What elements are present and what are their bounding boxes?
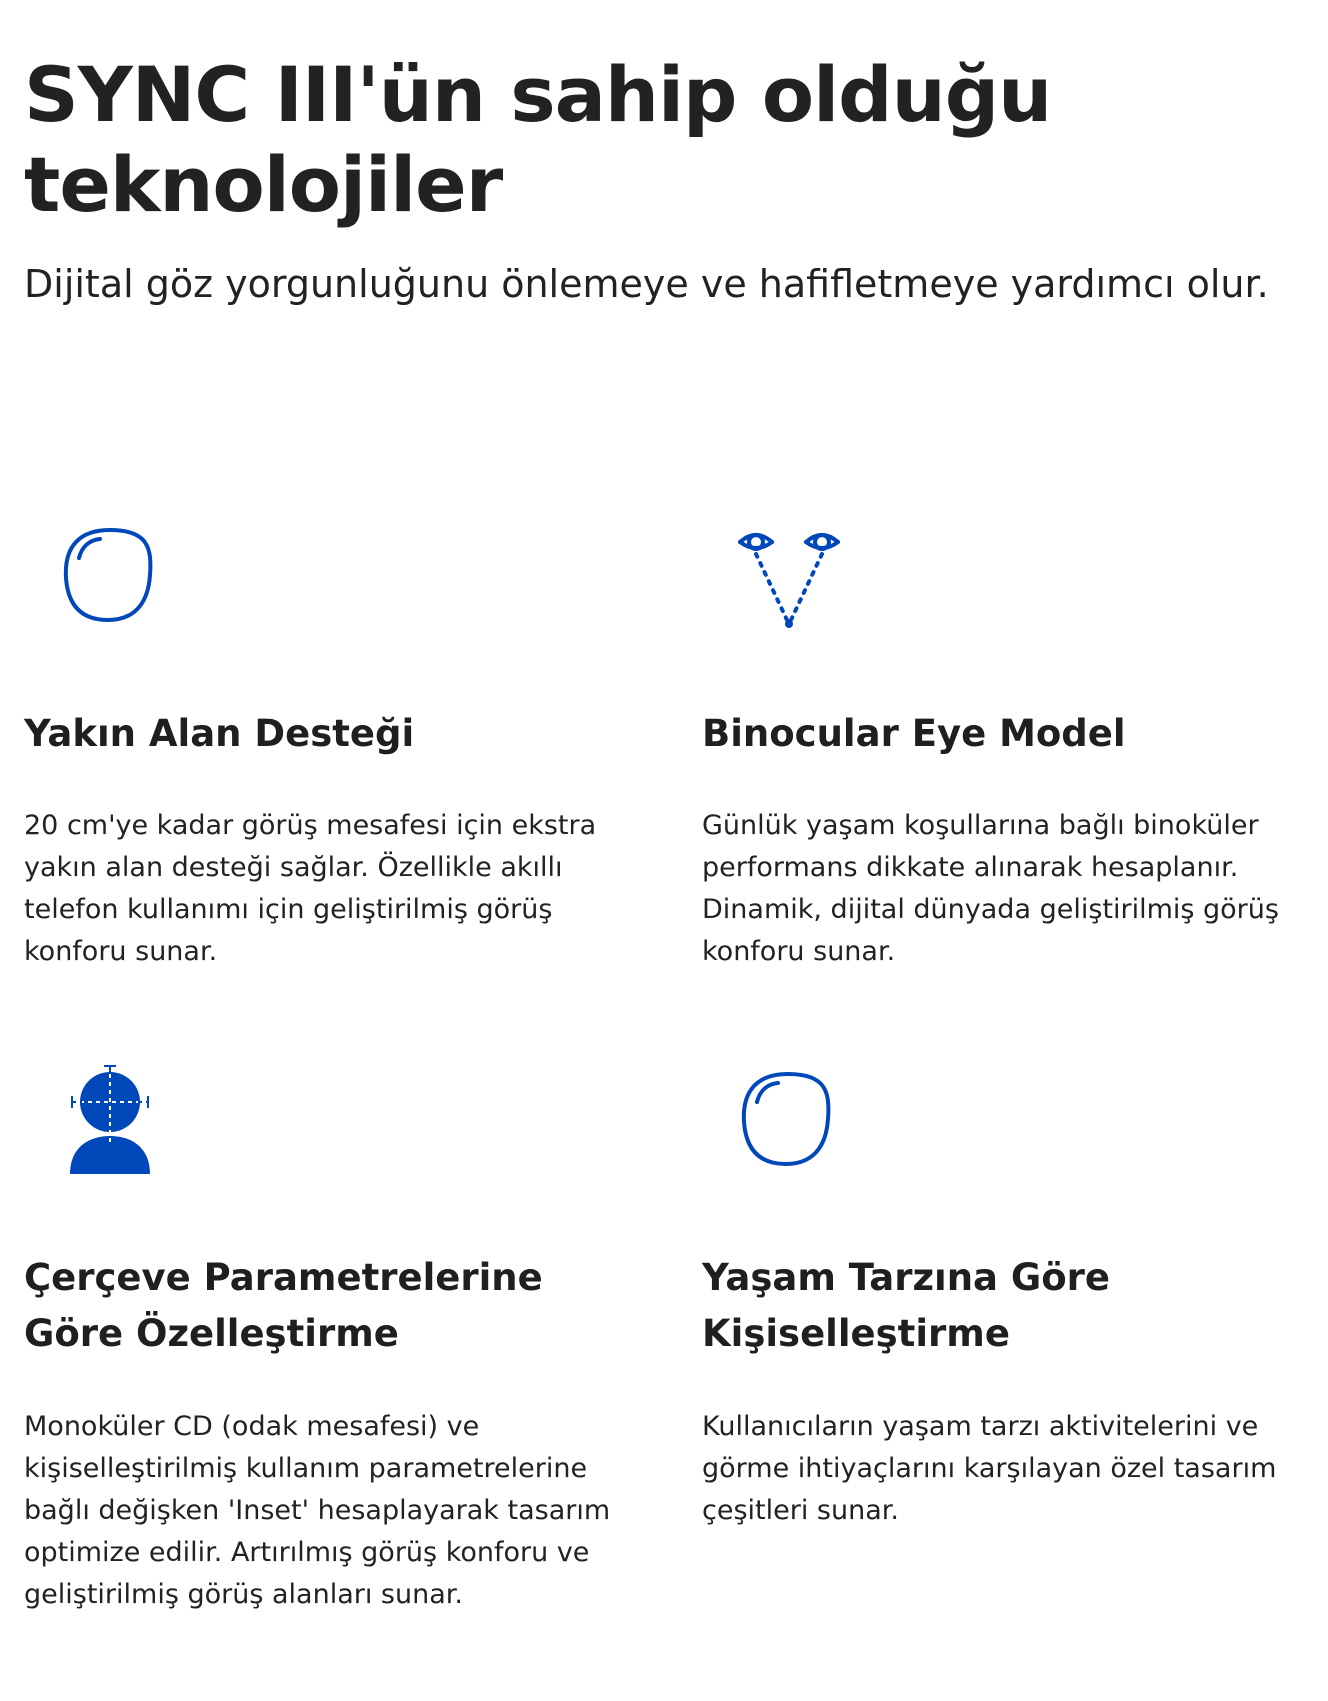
feature-title: Yakın Alan Desteği [24,712,415,755]
lens-icon [24,520,164,630]
page-subtitle: Dijital göz yorgunluğunu önlemeye ve hafifletmeye yardımcı olur. [24,262,1269,306]
feature-description: 20 cm'ye kadar görüş mesafesi için ekstra yakın alan desteği sağlar. Özellikle akıllı telefon kullanımı için geliştirilmiş görüş konforu sunar. [24,810,597,967]
feature-title: Çerçeve Parametrelerine Göre Özelleştirme [24,1256,543,1355]
feature-title: Binocular Eye Model [702,712,1126,755]
binocular-eyes-icon [702,520,842,630]
page-title: SYNC III'ün sahip olduğu teknolojiler [24,50,1052,229]
lens-icon [702,1064,842,1174]
feature-title: Yaşam Tarzına Göre Kişiselleştirme [702,1256,1111,1355]
feature-description: Günlük yaşam koşullarına bağlı binoküler performans dikkate alınarak hesaplanır. Dinamik, dijital dünyada geliştirilmiş görüş konforu sunar. [702,810,1279,967]
feature-description: Monoküler CD (odak mesafesi) ve kişiselleştirilmiş kullanım parametrelerine bağlı değişken 'Inset' hesaplayarak tasarım optimize edilir. Artırılmış görüş konforu ve geliştirilmiş görüş alanları sunar. [24,1411,611,1610]
feature-description: Kullanıcıların yaşam tarzı aktivitelerini ve görme ihtiyaçlarını karşılayan özel tasarım çeşitleri sunar. [702,1411,1277,1526]
person-measurement-icon [24,1064,164,1174]
